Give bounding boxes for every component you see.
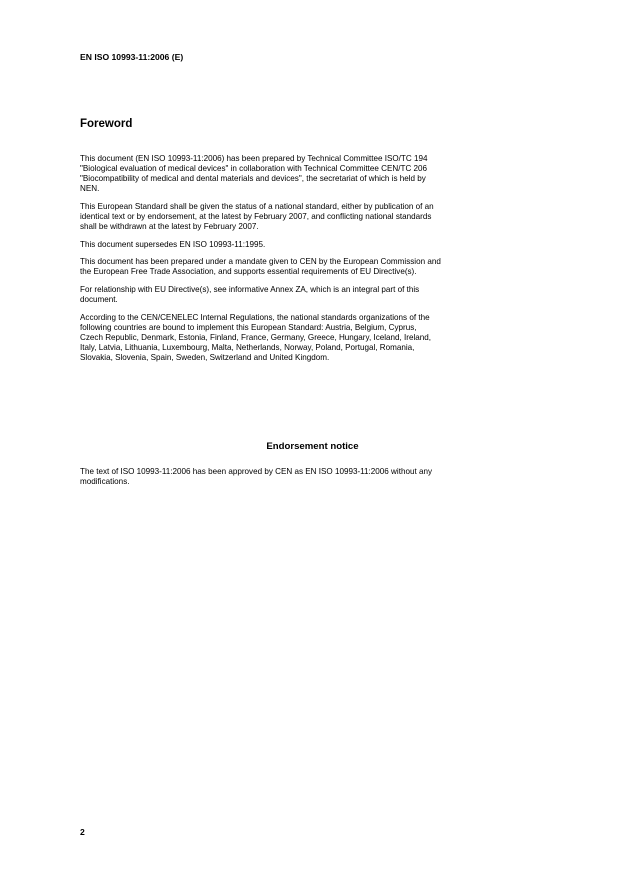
text-line: modifications.: [80, 477, 130, 487]
foreword-paragraph-3: [80, 240, 550, 250]
text-line: Czech Republic, Denmark, Estonia, Finland, France, Germany, Greece, Hungary, Iceland, Ireland,: [80, 332, 432, 342]
text-line: The text of ISO 10993-11:2006 has been approved by CEN as EN ISO 10993-11:2006 without any: [80, 467, 433, 476]
text-line: NEN.: [80, 184, 100, 194]
text-line: document.: [80, 295, 118, 305]
endorsement-body: [80, 467, 550, 495]
foreword-paragraph-2: [80, 202, 550, 232]
text-line: This document supersedes EN ISO 10993-11:1995.: [80, 239, 266, 249]
text-line: following countries are bound to implement this European Standard: Austria, Belgium, Cyprus,: [80, 322, 417, 332]
text-line: "Biocompatibility of medical and dental materials and devices", the secretariat of which is held by: [80, 174, 426, 184]
foreword-paragraph-1: [80, 154, 550, 194]
endorsement-paragraph: [80, 467, 550, 487]
text-line: For relationship with EU Directive(s), see informative Annex ZA, which is an integral part of this: [80, 284, 420, 294]
text-line: This European Standard shall be given the status of a national standard, either by publication of an: [80, 201, 434, 211]
page-number: 2: [80, 827, 85, 837]
text-line: "Biological evaluation of medical devices" in collaboration with Technical Committee CEN/TC 206: [80, 164, 428, 174]
text-line: the European Free Trade Association, and supports essential requirements of EU Directive(s).: [80, 267, 417, 277]
text-line: According to the CEN/CENELEC Internal Regulations, the national standards organizations of the: [80, 312, 430, 322]
endorsement-heading: Endorsement notice: [266, 441, 359, 452]
text-line: This document (EN ISO 10993-11:2006) has been prepared by Technical Committee ISO/TC 194: [80, 154, 428, 163]
document-identifier: EN ISO 10993-11:2006 (E): [80, 52, 184, 62]
text-line: This document has been prepared under a mandate given to CEN by the European Commission and: [80, 257, 441, 267]
foreword-heading: Foreword: [80, 118, 133, 130]
foreword-paragraph-5: [80, 285, 550, 305]
text-line: Slovakia, Slovenia, Spain, Sweden, Switzerland and United Kingdom.: [80, 353, 330, 362]
foreword-paragraph-6: [80, 313, 550, 363]
text-line: Italy, Latvia, Lithuania, Luxembourg, Malta, Netherlands, Norway, Poland, Portugal, Romania,: [80, 342, 415, 352]
text-line: shall be withdrawn at the latest by February 2007.: [80, 222, 259, 232]
foreword-body: [80, 154, 550, 371]
text-line: identical text or by endorsement, at the latest by February 2007, and conflicting national standards: [80, 211, 432, 221]
foreword-paragraph-4: [80, 257, 550, 277]
